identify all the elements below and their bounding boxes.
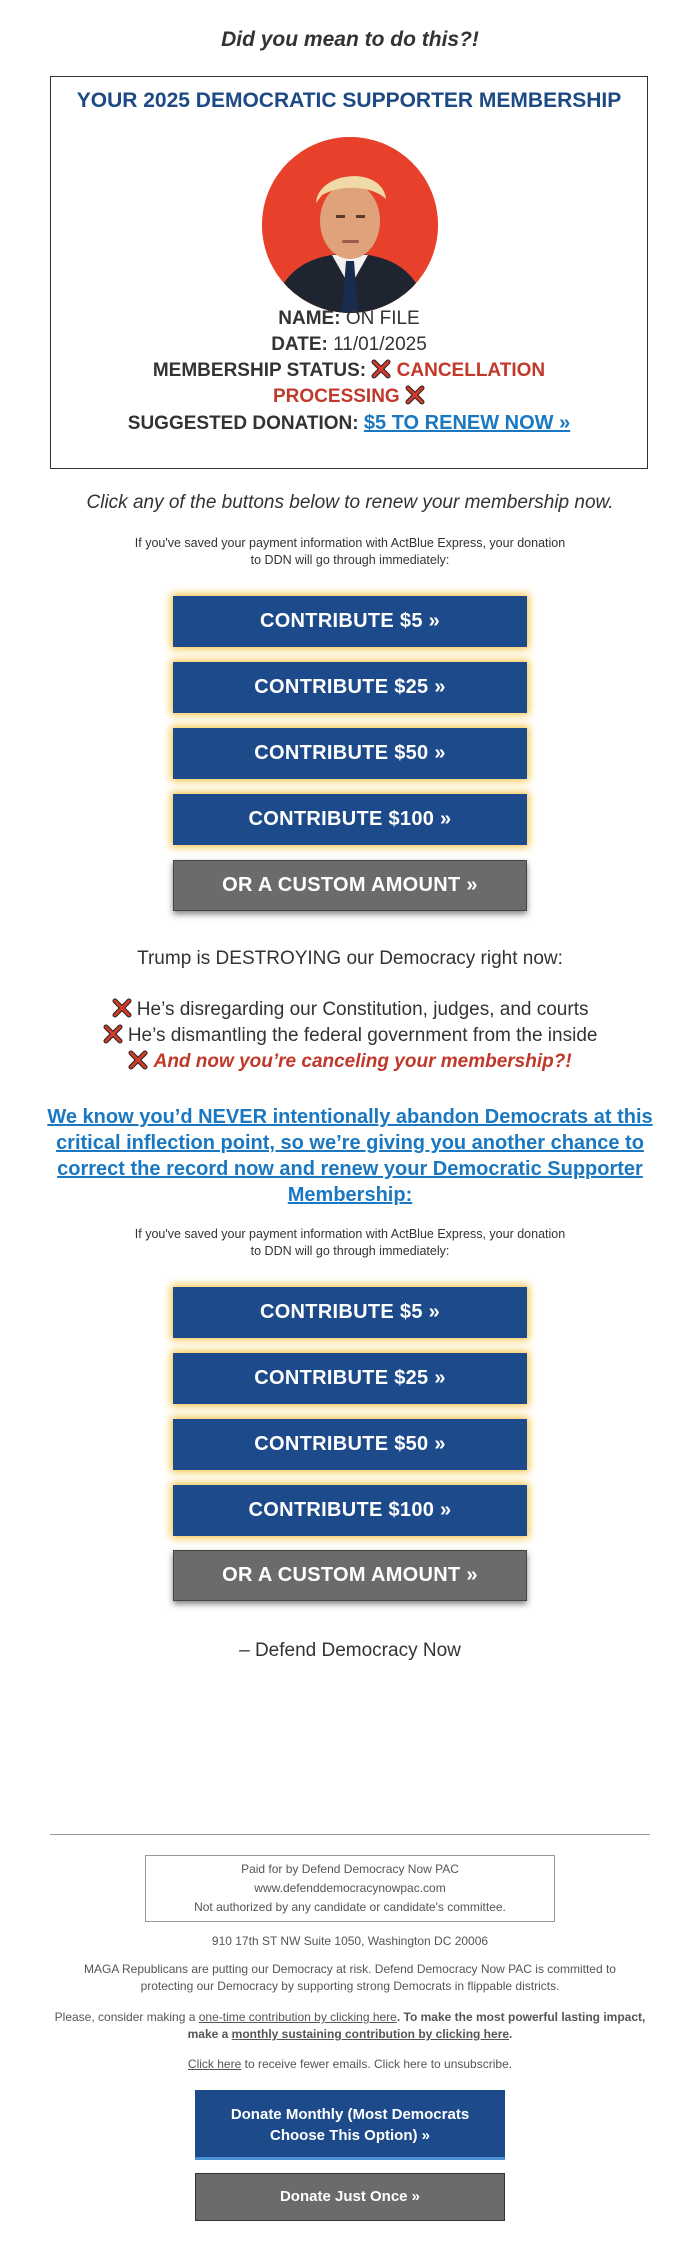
red-x-icon — [371, 359, 391, 379]
renew-instruction: Click any of the buttons below to renew your membership now. — [86, 492, 614, 513]
contribute-100-button[interactable]: CONTRIBUTE $100 » — [173, 794, 527, 845]
name-value: ON FILE — [345, 308, 420, 329]
divider — [50, 1834, 650, 1835]
status-value-line1: CANCELLATION — [396, 360, 546, 381]
custom-amount-button[interactable]: OR A CUSTOM AMOUNT » — [173, 1550, 527, 1601]
email-preferences — [50, 2056, 650, 2073]
unsubscribe-text[interactable]: to receive fewer emails. Click here to unsubscribe. — [244, 2057, 513, 2071]
express-note-line: to DDN will go through immediately: — [250, 1244, 450, 1258]
consider-end: . — [509, 2027, 513, 2041]
pitch-text: Trump is DESTROYING our Democracy right now: — [137, 948, 563, 969]
membership-card — [50, 76, 648, 469]
membership-card-title: YOUR 2025 DEMOCRATIC SUPPORTER MEMBERSHIP — [76, 89, 622, 112]
trump-portrait — [262, 137, 438, 313]
mission-statement: MAGA Republicans are putting our Democracy at risk. Defend Democracy Now PAC is committed to protecting our Democracy by supporting strong Democrats in flippable districts. — [84, 1962, 616, 1993]
bullet-item — [0, 1023, 700, 1049]
not-authorized-text: Not authorized by any candidate or candidate's committee. — [194, 1900, 506, 1914]
donate-monthly-line: Choose This Option) » — [270, 2127, 430, 2144]
donation-row — [51, 410, 647, 437]
consider-prefix: Please, consider making a — [54, 2010, 196, 2024]
contribute-5-button[interactable]: CONTRIBUTE $5 » — [173, 596, 527, 647]
contribute-50-button[interactable]: CONTRIBUTE $50 » — [173, 728, 527, 779]
contribute-25-button[interactable]: CONTRIBUTE $25 » — [173, 662, 527, 713]
renew-headline-link[interactable]: We know you’d NEVER intentionally abandon Democrats at this critical inflection point, so we’re giving you another chance to correct the record now and renew your Democratic Supporter Membership: — [47, 1106, 653, 1206]
paid-for-text: Paid for by Defend Democracy Now PAC — [241, 1862, 459, 1876]
contribute-100-button[interactable]: CONTRIBUTE $100 » — [173, 1485, 527, 1536]
consider-mid: . To make the most powerful lasting impact, make a — [187, 2010, 646, 2041]
red-x-icon — [103, 1024, 123, 1044]
contribute-50-button[interactable]: CONTRIBUTE $50 » — [173, 1419, 527, 1470]
express-note-line: to DDN will go through immediately: — [250, 553, 450, 567]
donate-monthly-button[interactable] — [195, 2090, 505, 2160]
donate-once-button[interactable]: Donate Just Once » — [195, 2173, 505, 2221]
bullet-text: He’s dismantling the federal government from the inside — [127, 1025, 598, 1046]
custom-amount-button[interactable]: OR A CUSTOM AMOUNT » — [173, 860, 527, 911]
name-row — [51, 306, 647, 332]
website-link[interactable]: www.defenddemocracynowpac.com — [254, 1881, 446, 1895]
status-row-cont — [51, 384, 647, 410]
signoff: – Defend Democracy Now — [239, 1640, 461, 1661]
contribute-5-button[interactable]: CONTRIBUTE $5 » — [173, 1287, 527, 1338]
date-value: 11/01/2025 — [333, 334, 427, 355]
bullet-item — [0, 997, 700, 1023]
fewer-emails-link[interactable]: Click here — [187, 2057, 242, 2071]
bullet-text-emphasis: And now you’re canceling your membership?! — [153, 1051, 572, 1072]
one-time-contribution-link[interactable]: one-time contribution by clicking here — [198, 2010, 397, 2024]
date-label: DATE: — [271, 334, 328, 355]
donate-monthly-line: Donate Monthly (Most Democrats — [230, 2106, 470, 2123]
donation-label: SUGGESTED DONATION: — [127, 413, 359, 434]
bullet-item — [0, 1049, 700, 1075]
status-label: MEMBERSHIP STATUS: — [152, 360, 367, 381]
contribute-25-button[interactable]: CONTRIBUTE $25 » — [173, 1353, 527, 1404]
red-x-icon — [405, 385, 425, 405]
status-row — [51, 358, 647, 384]
red-x-icon — [128, 1050, 148, 1070]
name-label: NAME: — [278, 308, 341, 329]
bullet-text: He’s disregarding our Constitution, judges, and courts — [136, 999, 589, 1020]
contribution-options-text — [50, 2009, 650, 2043]
express-note — [0, 1226, 700, 1260]
status-value-line2: PROCESSING — [273, 386, 400, 407]
express-note-line: If you've saved your payment information with ActBlue Express, your donation — [134, 1227, 566, 1241]
renew-now-link[interactable]: $5 TO RENEW NOW » — [363, 412, 571, 434]
express-note — [0, 535, 700, 569]
paid-for-disclaimer — [145, 1855, 555, 1922]
express-note-line: If you've saved your payment information with ActBlue Express, your donation — [134, 536, 566, 550]
monthly-contribution-link[interactable]: monthly sustaining contribution by clicking here — [231, 2027, 510, 2041]
mailing-address: 910 17th ST NW Suite 1050, Washington DC 20006 — [211, 1934, 489, 1948]
red-x-icon — [112, 998, 132, 1018]
date-row — [51, 332, 647, 358]
email-subject-heading: Did you mean to do this?! — [221, 28, 479, 51]
